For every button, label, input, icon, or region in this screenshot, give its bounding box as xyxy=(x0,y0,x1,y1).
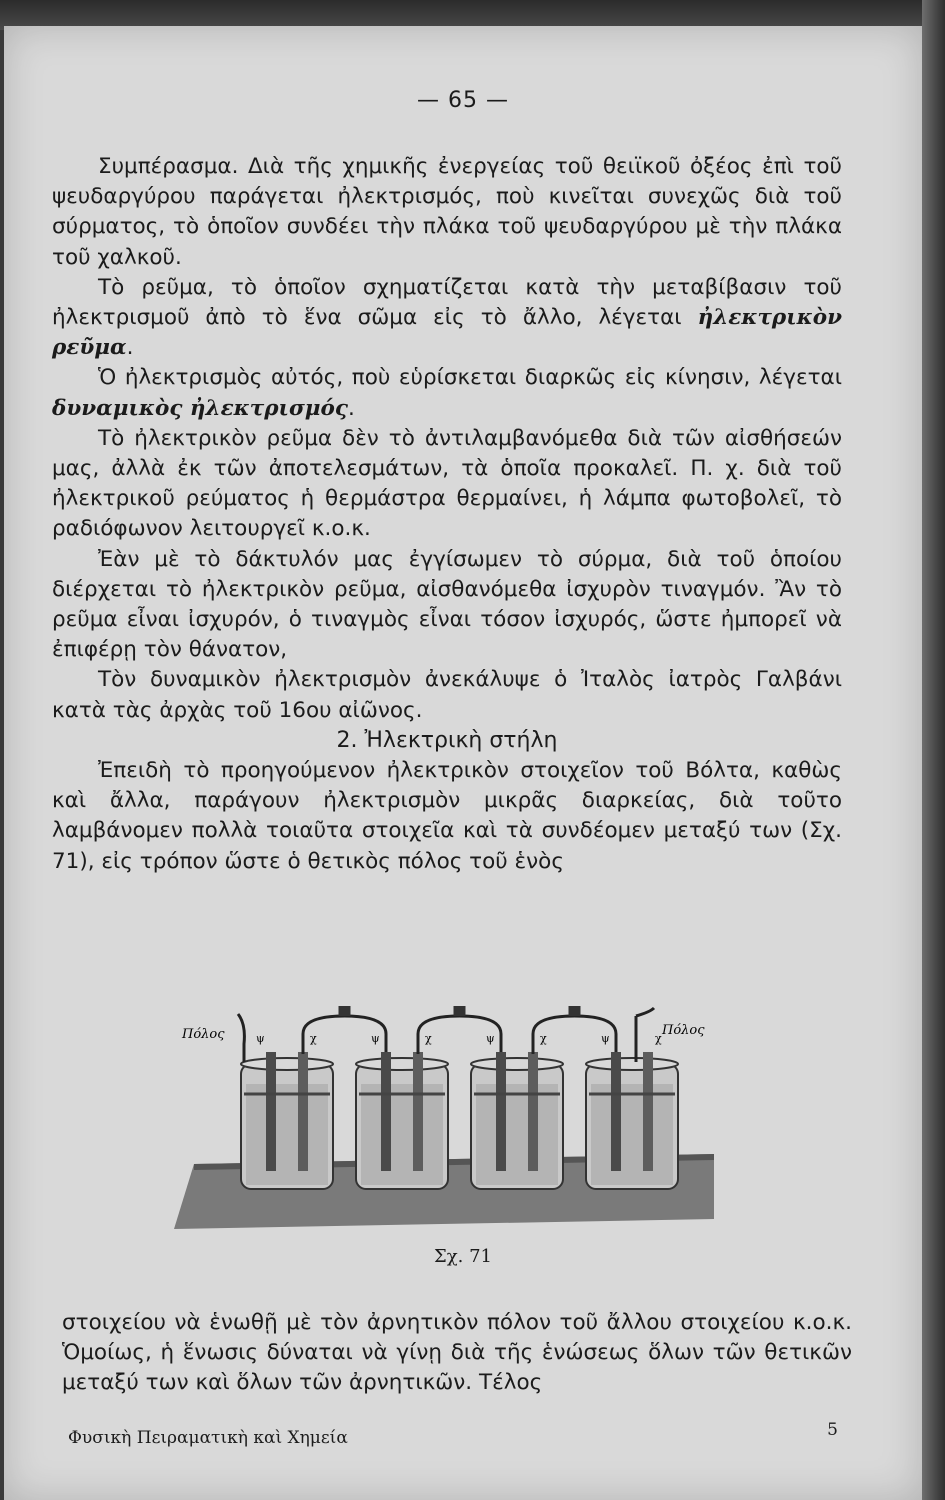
jar-liquid xyxy=(591,1084,673,1185)
paragraph-text: Διὰ τῆς χημικῆς ἐνεργείας τοῦ θειϊκοῦ ὀξέος ἐπὶ τοῦ ψευδαργύρου παράγεται ἠλεκτρισμός, ποὺ κινεῖται συνεχῶς διὰ τοῦ σύρματος, τὸ ὁποῖον συνδέει τὴν πλάκα τοῦ ψευδαργύρου μὲ τὴν πλάκα τοῦ χαλκοῦ. xyxy=(52,154,842,270)
section-paragraph: Ἐπειδὴ τὸ προηγούμενον ἠλεκτρικὸν στοιχεῖον τοῦ Βόλτα, καθὼς καὶ ἄλλα, παράγουν ἠλεκτρισμὸν μικρᾶς διαρκείας, διὰ τοῦτο λαμβάνομεν πολλὰ τοιαῦτα στοιχεῖα καὶ τὰ συνδέομεν μεταξύ των (Σχ. 71), εἰς τρόπον ὥστε ὁ θετικὸς πόλος τοῦ ἑνὸς xyxy=(52,758,842,874)
paragraph-text: Ὁ ἠλεκτρισμὸς αὐτός, ποὺ εὑρίσκεται διαρκῶς εἰς κίνησιν, λέγεται xyxy=(98,365,842,391)
conclusion-lead: Συμπέρασμα. xyxy=(98,154,239,179)
signature-mark: 5 xyxy=(827,1420,838,1440)
jar-liquid xyxy=(361,1084,443,1185)
page-number: — 65 — xyxy=(417,88,509,113)
paragraph: Τὸ ἠλεκτρικὸν ρεῦμα δὲν τὸ ἀντιλαμβανόμεθα διὰ τῶν αἰσθήσεών μας, ἀλλὰ ἐκ τῶν ἀποτελεσμάτων, τὰ ὁποῖα προκαλεῖ. Π. χ. διὰ τοῦ ἠλεκτρικοῦ ρεύματος ἡ θερμάστρα θερμαίνει, ἡ λάμπα φωτοβολεῖ, τὸ ραδιόφωνον λειτουργεῖ κ.ο.κ. xyxy=(52,425,842,542)
jar-rim xyxy=(471,1058,563,1070)
plate-mark: χ xyxy=(425,1032,432,1045)
paragraph-text: Τὸ ρεῦμα, τὸ ὁποῖον σχηματίζεται κατὰ τὴν μεταβίβασιν τοῦ ἠλεκτρισμοῦ ἀπὸ τὸ ἕνα σῶμα εἰς τὸ ἄλλο, λέγεται xyxy=(52,274,842,331)
copper-plate xyxy=(298,1052,308,1171)
plate-mark: χ xyxy=(310,1032,317,1045)
paragraph-conclusion xyxy=(52,152,842,273)
plate-mark: χ xyxy=(655,1032,662,1045)
copper-plate xyxy=(643,1052,653,1171)
wire-left-terminal xyxy=(238,1014,244,1062)
paragraph: Ἐὰν μὲ τὸ δάκτυλόν μας ἐγγίσωμεν τὸ σύρμα, διὰ τοῦ ὁποίου διέρχεται τὸ ἠλεκτρικὸν ρεῦμα, αἰσθανόμεθα ἰσχυρὸν τιναγμόν. Ἂν τὸ ρεῦμα εἶναι ἰσχυρόν, ὁ τιναγμὸς εἶναι τόσον ἰσχυρός, ὥστε ἠμπορεῖ νὰ ἐπιφέρῃ τὸν θάνατον, xyxy=(52,546,842,663)
book-title: Φυσικὴ Πειραματικὴ καὶ Χημεία xyxy=(68,1428,348,1448)
paragraph-tail: . xyxy=(347,395,355,421)
binding-screw xyxy=(454,1006,466,1016)
paragraph-tail: . xyxy=(126,335,134,361)
book-spine-shadow xyxy=(922,0,945,1500)
zinc-plate xyxy=(381,1052,391,1171)
binding-screw xyxy=(339,1006,351,1016)
zinc-plate xyxy=(266,1052,276,1171)
page-footer xyxy=(68,1420,838,1448)
pole-label-left: Πόλος xyxy=(182,1027,225,1042)
plate-mark: ψ xyxy=(256,1032,265,1045)
zinc-plate xyxy=(611,1052,621,1171)
paragraph xyxy=(52,363,842,423)
emphasis-term: δυναμικὸς ἠλεκτρισμός xyxy=(52,395,348,421)
plate-mark: ψ xyxy=(371,1032,380,1045)
battery-figure xyxy=(174,1004,724,1234)
binding-screw xyxy=(569,1006,581,1016)
pole-label-right: Πόλος xyxy=(662,1023,705,1038)
section-heading: 2. Ἠλεκτρικὴ στήλη xyxy=(336,727,558,753)
wire-right-terminal xyxy=(636,1008,654,1016)
plate-mark: ψ xyxy=(601,1032,610,1045)
paragraph xyxy=(52,273,842,364)
emphasis-term: ἠλεκτρικὸν ρεῦμα xyxy=(52,305,842,361)
jar-rim xyxy=(586,1058,678,1070)
copper-plate xyxy=(528,1052,538,1171)
jar-rim xyxy=(356,1058,448,1070)
continuation-text xyxy=(62,1308,852,1399)
jar-liquid xyxy=(476,1084,558,1185)
plate-mark: ψ xyxy=(486,1032,495,1045)
plate-mark: χ xyxy=(540,1032,547,1045)
continuation-paragraph: στοιχείου νὰ ἑνωθῇ μὲ τὸν ἀρνητικὸν πόλον τοῦ ἄλλου στοιχείου κ.ο.κ. Ὁμοίως, ἡ ἕνωσις δύναται νὰ γίνῃ διὰ τῆς ἑνώσεως ὅλων τῶν θετικῶν μεταξύ των καὶ ὅλων τῶν ἀρνητικῶν. Τέλος xyxy=(62,1310,852,1396)
main-text xyxy=(52,152,842,877)
copper-plate xyxy=(413,1052,423,1171)
jar-liquid xyxy=(246,1084,328,1185)
jar-rim xyxy=(241,1058,333,1070)
paragraph: Τὸν δυναμικὸν ἠλεκτρισμὸν ἀνεκάλυψε ὁ Ἰταλὸς ἰατρὸς Γαλβάνι κατὰ τὰς ἀρχὰς τοῦ 16ου αἰῶνος. xyxy=(52,667,842,723)
book-page xyxy=(4,26,922,1500)
zinc-plate xyxy=(496,1052,506,1171)
figure-caption: Σχ. 71 xyxy=(434,1246,492,1267)
